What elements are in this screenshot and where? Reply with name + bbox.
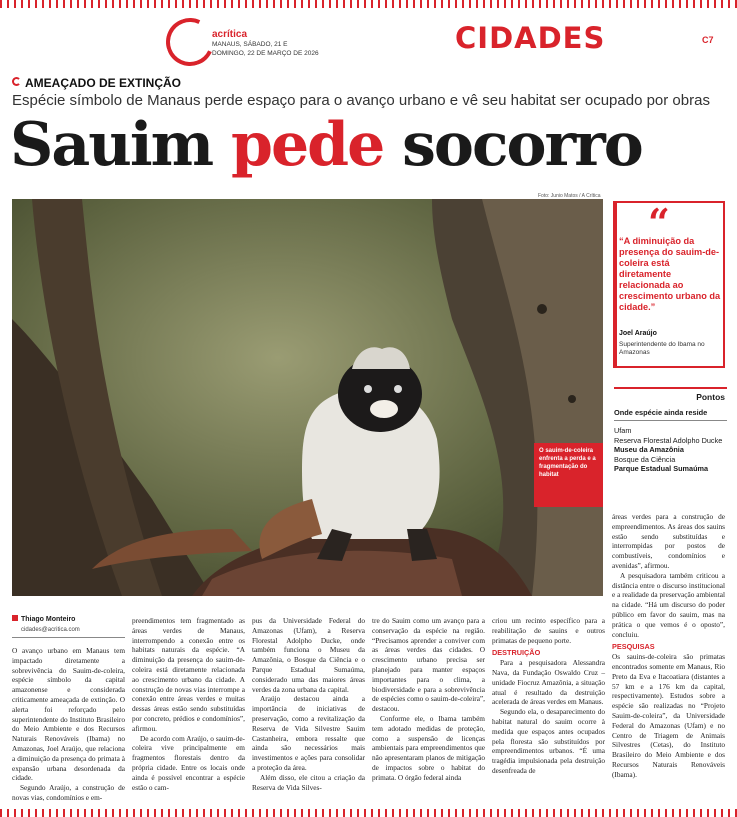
headline-word-2: pede	[231, 110, 384, 180]
list-item: Museu da Amazônia	[614, 445, 684, 455]
section-title: CIDADES	[455, 21, 606, 55]
subheadline: Espécie símbolo de Manaus perde espaço para o avanço urbano e vê seu habitat ser ocupado por obras	[12, 92, 710, 109]
paragraph: O avanço urbano em Manaus tem impactado diretamente a sobrevivência do Sauim-de-coleira, espécie símbolo da capital amazonense e considerada criticamente ameaçada de extinção. O alerta foi reforçado pelo superintendente do Instituto Brasileiro do Meio Ambiente e dos Recursos Naturais Renováveis (Ibama) no Amazonas, Joel Araújo, que relaciona a diminuição da presença do primata à expansão urbana desordenada da cidade.	[12, 646, 125, 783]
paragraph: áreas verdes para a construção de empreendimentos. As áreas dos sauins estão sendo substituídas e interrompidas por postos de combustíveis, condomínios e avenidas”, afirmou.	[612, 512, 725, 570]
pontos-title: Pontos	[696, 392, 725, 402]
headline-word-1: Sauim	[10, 110, 213, 180]
pontos-rule	[614, 387, 727, 389]
paragraph: A pesquisadora também criticou a distância entre o discurso institucional e a realidade da preservação ambiental na cidade. “Há um discurso do poder público em favor do sauim, mas na prática o que vemos é o oposto”, concluiu.	[612, 570, 725, 639]
byline-email: cidades@acritica.com	[21, 627, 80, 633]
paragraph: preendimentos tem fragmentado as áreas verdes de Manaus, interrompendo a conexão entre os habitats naturais da espécie. “A diminuição da presença do sauim-de-coleira está diretamente relacionada ao crescimento urbano da cidade. A construção de novas vias interrompe a conexão entre áreas verdes e muitas dessas áreas estão sendo substituídas por concreto, prédios e condomínios”, afirmou.	[132, 616, 245, 733]
monkey-illustration	[12, 199, 603, 596]
brand-name: acrítica	[212, 29, 248, 40]
paragraph: Os sauins-de-coleira são primatas encontrados somente em Manaus, Rio Preto da Eva e Itacoatiara (distantes a 57 km e a 176 km da capital, respectivamente). Estudos sobre a espécie são realizadas no “Projeto Sauim-de-coleira”, da Universidade Federal do Amazonas (Ufam) e no Centro de Triagem de Animais Silvestres (Cetas), do Instituto Brasileiro do Meio Ambiente e dos Recursos Naturais Renováveis (Ibama).	[612, 652, 725, 779]
list-item: Ufam	[614, 426, 632, 435]
kicker: AMEAÇADO DE EXTINÇÃO	[25, 76, 182, 90]
article-column-3	[252, 616, 365, 792]
headline	[10, 110, 642, 180]
dateline: MANAUS, SÁBADO, 21 E DOMINGO, 22 DE MARÇO DE 2026	[212, 41, 319, 57]
headline-word-3: socorro	[402, 110, 642, 180]
pontos-subtitle: Onde espécie ainda reside	[614, 408, 708, 417]
section-heading: PESQUISAS	[612, 642, 655, 652]
article-column-6	[612, 512, 725, 780]
paragraph: tre do Sauim como um avanço para a conservação da espécie na região. “Precisamos aprender a conviver com as áreas verdes das cidades. O crescimento urbano precisa ser planejado para manter espaços importantes para o clima, a biodiversidade e para a sobrevivência de espécies como o sauim-de-coleira”, destacou.	[372, 616, 485, 714]
paragraph: Além disso, ele citou a criação da Reserva de Vida Silves-	[252, 772, 365, 792]
paragraph: Araújo destacou ainda a importância de iniciativas de preservação, como a revitalização da Reserva de Vida Silvestre Sauim Castanheira, embora ressalte que ainda são necessários mais investimentos e ações para consolidar a proteção da área.	[252, 694, 365, 772]
pontos-list	[614, 426, 727, 474]
quote-mark-icon: “	[648, 200, 670, 245]
list-item: Parque Estadual Sumaúma	[614, 464, 709, 474]
paragraph: criou um recinto específico para a reabilitação de sauins e outros primatas de pequeno porte.	[492, 616, 605, 645]
list-item: Reserva Florestal Adolpho Ducke	[614, 435, 723, 445]
paragraph: Segundo ela, o desaparecimento do habitat natural do sauim ocorre à medida que espaços antes ocupados pela floresta são substituídos por empreendimentos urbanos. “É uma tragédia impulsionada pela destruição desenfreada de	[492, 707, 605, 775]
list-item: Bosque da Ciência	[614, 454, 676, 464]
pull-quote: “A diminuição da presença do sauim-de-coleira está diretamente relacionada ao crescimento urbano da cidade.”	[619, 236, 721, 312]
article-column-5	[492, 616, 605, 776]
paragraph: Conforme ele, o Ibama também tem adotado medidas de proteção, como a suspensão de licenças ambientais para empreendimentos que não apresentaram planos de mitigação de impactos sobre o habitat do primata. O órgão federal ainda	[372, 713, 485, 782]
paragraph: pus da Universidade Federal do Amazonas (Ufam), a Reserva Florestal Adolpho Ducke, onde também funciona o Museu da Amazônia, o Bosque da Ciência e o Parque Estadual Sumaúma, considerado uma das maiores áreas verdes da zona urbana da capital.	[252, 616, 365, 694]
paragraph: Segundo Araújo, a construção de novas vias, condomínios e em-	[12, 783, 125, 802]
quote-bar	[613, 201, 617, 368]
byline-name: Thiago Monteiro	[21, 616, 76, 623]
article-column-4	[372, 616, 485, 783]
photo-caption: O sauim-de-coleira enfrenta a perda e a fragmentação do habitat	[534, 443, 603, 507]
article-column-1	[12, 646, 125, 803]
top-border	[0, 0, 737, 8]
bottom-border	[0, 809, 737, 817]
byline-mark	[12, 615, 18, 621]
pontos-divider	[614, 420, 727, 421]
quote-author: Joel Araújo	[619, 330, 657, 337]
quote-author-role: Superintendente do Ibama no Amazonas	[619, 341, 705, 356]
kicker-icon	[12, 77, 21, 86]
photo-credit: Foto: Junio Matos / A Crítica	[538, 193, 601, 199]
page-number: C7	[702, 35, 714, 45]
monkey-photo	[12, 199, 603, 596]
byline-rule	[12, 637, 125, 638]
section-heading: DESTRUIÇÃO	[492, 648, 541, 658]
article-column-2	[132, 616, 245, 792]
paragraph: De acordo com Araújo, o sauim-de-coleira vive principalmente em fragmentos florestais dentro da própria cidade. Entre os locais onde ainda é possível encontrar a espécie estão o cam-	[132, 733, 245, 792]
paragraph: Para a pesquisadora Alessandra Nava, da Fundação Oswaldo Cruz – unidade Fiocruz Amazônia, a situação atual é resultado da destruição acelerada de áreas verdes em Manaus.	[492, 658, 605, 707]
